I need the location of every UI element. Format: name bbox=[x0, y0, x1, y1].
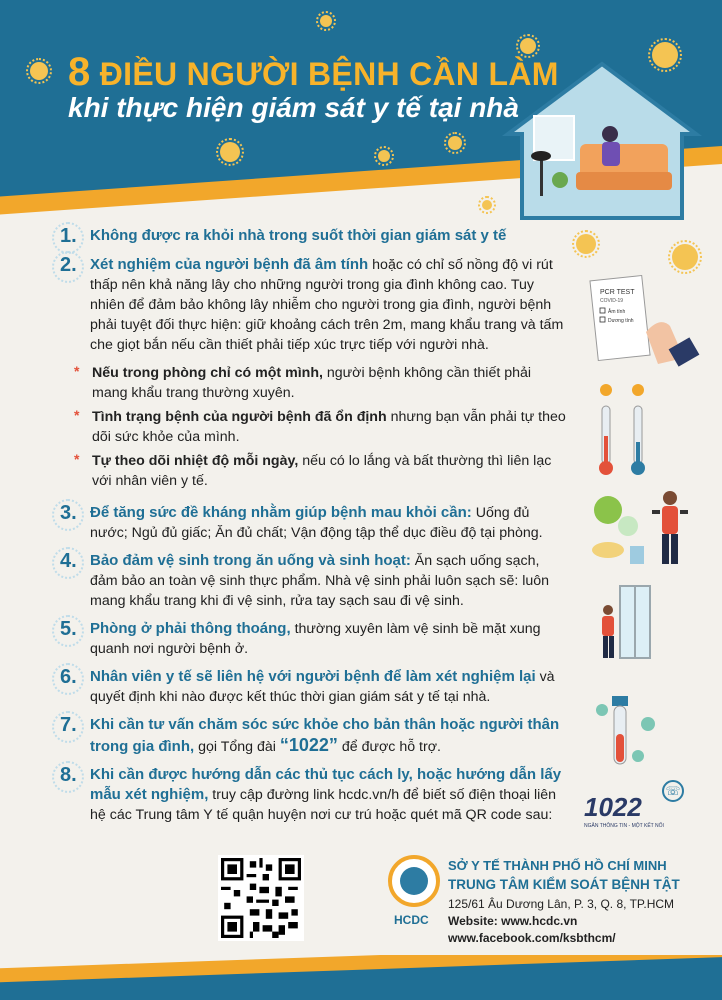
sub-item bbox=[74, 407, 570, 447]
pcr-test-illustration bbox=[588, 272, 708, 367]
virus-icon bbox=[576, 234, 596, 254]
list-item bbox=[60, 503, 570, 543]
org-facebook[interactable]: www.facebook.com/ksbthcm/ bbox=[448, 931, 616, 945]
virus-icon bbox=[320, 15, 332, 27]
item-number: 8. bbox=[60, 765, 90, 825]
item-number: 1. bbox=[60, 226, 90, 247]
organization-info bbox=[448, 858, 708, 945]
footer-banner bbox=[0, 955, 722, 1000]
list-item bbox=[60, 551, 570, 611]
virus-icon bbox=[482, 200, 492, 210]
pcr-subtitle: COVID-19 bbox=[600, 298, 624, 304]
org-website[interactable]: Website: www.hcdc.vn bbox=[448, 914, 578, 928]
list-item bbox=[60, 619, 570, 659]
hotline-slogan: NGĂN THÔNG TIN - MỘT KẾT NỐI bbox=[584, 823, 664, 829]
virus-icon bbox=[220, 142, 240, 162]
virus-icon bbox=[672, 244, 698, 270]
virus-icon bbox=[30, 62, 48, 80]
page-title: 8 ĐIỀU NGƯỜI BỆNH CẦN LÀM bbox=[68, 50, 559, 94]
sub-item-lead: Nếu trong phòng chỉ có một mình, bbox=[92, 365, 323, 381]
virus-icon bbox=[378, 150, 390, 162]
item-body: thường xuyên làm vệ sinh bề mặt xung quanh nơi người bệnh ở. bbox=[90, 621, 541, 657]
item-number: 2. bbox=[60, 255, 90, 355]
thermometer-illustration bbox=[594, 380, 654, 480]
item-lead: Phòng ở phải thông thoáng, bbox=[90, 620, 291, 637]
hotline-number-logo: 1022 bbox=[584, 792, 642, 822]
page-subtitle: khi thực hiện giám sát y tế tại nhà bbox=[68, 92, 519, 123]
asterisk-icon: * bbox=[74, 407, 80, 423]
hcdc-logo-text: HCDC bbox=[394, 913, 429, 927]
healthy-lifestyle-illustration bbox=[578, 480, 690, 580]
item-number: 6. bbox=[60, 667, 90, 707]
org-department: SỞ Y TẾ THÀNH PHỐ HỒ CHÍ MINH bbox=[448, 858, 667, 873]
item-number: 5. bbox=[60, 619, 90, 659]
item-body: hoặc có chỉ số nồng độ vi rút thấp nên khả năng lây cho những người trong gia đình không cao. Tuy nhiên để đảm bảo không lây nhiễm cho người trong gia đình, người bệnh phải tuyệt đối thực hiện: giữ khoảng cách trên 2m, mang khẩu trang và tấm che giọt bắn nếu cần thiết phải tiếp xúc trực tiếp với người nhà. bbox=[90, 257, 564, 353]
sub-item-lead: Tình trạng bệnh của người bệnh đã ổn định bbox=[92, 409, 387, 425]
sub-item-body: nếu có lo lắng và bất thường thì liên lạc với nhân viên y tế. bbox=[92, 453, 552, 489]
item-lead: Không được ra khỏi nhà trong suốt thời gian giám sát y tế bbox=[90, 227, 507, 244]
item-lead: Bảo đảm vệ sinh trong ăn uống và sinh hoạt: bbox=[90, 552, 411, 569]
item-number: 4. bbox=[60, 551, 90, 611]
list-item bbox=[60, 667, 570, 707]
list-item bbox=[60, 715, 570, 757]
sub-item-lead: Tự theo dõi nhiệt độ mỗi ngày, bbox=[92, 453, 299, 469]
hcdc-logo-mark bbox=[388, 855, 440, 907]
sub-item-body: nhưng bạn vẫn phải tự theo dõi sức khỏe của mình. bbox=[92, 409, 566, 445]
pcr-title: PCR TEST bbox=[600, 289, 635, 296]
window-cleaning-illustration bbox=[596, 584, 656, 664]
item-body: và quyết định khi nào được kết thúc thời gian giám sát y tế tại nhà. bbox=[90, 669, 555, 705]
item-body: để được hỗ trợ. bbox=[337, 739, 441, 755]
hotline-number: “1022” bbox=[279, 735, 338, 755]
list-item bbox=[60, 255, 570, 355]
asterisk-icon: * bbox=[74, 451, 80, 467]
item-body: Uống đủ nước; Ngủ đủ giấc; Ăn đủ chất; Vận động tập thể dục điều độ tại phòng. bbox=[90, 505, 543, 541]
hotline-logo bbox=[584, 780, 694, 830]
org-address: 125/61 Âu Dương Lân, P. 3, Q. 8, TP.HCM bbox=[448, 897, 675, 911]
item-body: gọi Tổng đài bbox=[194, 739, 280, 755]
item-lead: Để tăng sức đề kháng nhằm giúp bệnh mau khỏi cần: bbox=[90, 504, 472, 521]
item-lead: Khi cần được hướng dẫn các thủ tục cách ly, hoặc hướng dẫn lấy mẫu xét nghiệm, bbox=[90, 766, 562, 803]
item-lead: Nhân viên y tế sẽ liên hệ với người bệnh để làm xét nghiệm lại bbox=[90, 668, 536, 685]
house-illustration bbox=[500, 60, 705, 220]
item-number: 3. bbox=[60, 503, 90, 543]
item-body: Ăn sạch uống sạch, đảm bảo an toàn vệ sinh thực phẩm. Nhà vệ sinh phải luôn sạch sẽ: luôn mang khẩu trang khi đi vệ sinh, rửa tay sạch sau đi vệ sinh. bbox=[90, 553, 550, 609]
item-number: 7. bbox=[60, 715, 90, 757]
list-item bbox=[60, 765, 570, 825]
sub-item-body: người bệnh không cần thiết phải mang khẩu trang thường xuyên. bbox=[92, 365, 532, 401]
pcr-negative: Âm tính bbox=[608, 309, 626, 315]
phone-icon: ☏ bbox=[662, 780, 684, 802]
list-item bbox=[60, 226, 570, 247]
pcr-positive: Dương tính bbox=[608, 318, 634, 324]
asterisk-icon: * bbox=[74, 363, 80, 379]
org-center: TRUNG TÂM KIỂM SOÁT BỆNH TẬT bbox=[448, 877, 680, 892]
qr-code[interactable] bbox=[218, 855, 304, 941]
qr-code-graphic bbox=[221, 858, 301, 938]
sub-item bbox=[74, 451, 570, 491]
test-tube-illustration bbox=[590, 690, 660, 770]
item-lead: Khi cần tư vấn chăm sóc sức khỏe cho bản thân hoặc người thân trong gia đình, bbox=[90, 716, 560, 755]
item-lead: Xét nghiệm của người bệnh đã âm tính bbox=[90, 256, 369, 273]
instructions-list bbox=[60, 226, 570, 833]
item-body: truy cập đường link hcdc.vn/h để biết số điện thoại liên hệ các Trung tâm Y tế quận huyện nơi cư trú hoặc quét mã QR code sau: bbox=[90, 787, 557, 823]
sub-item bbox=[74, 363, 570, 403]
virus-icon bbox=[448, 136, 462, 150]
